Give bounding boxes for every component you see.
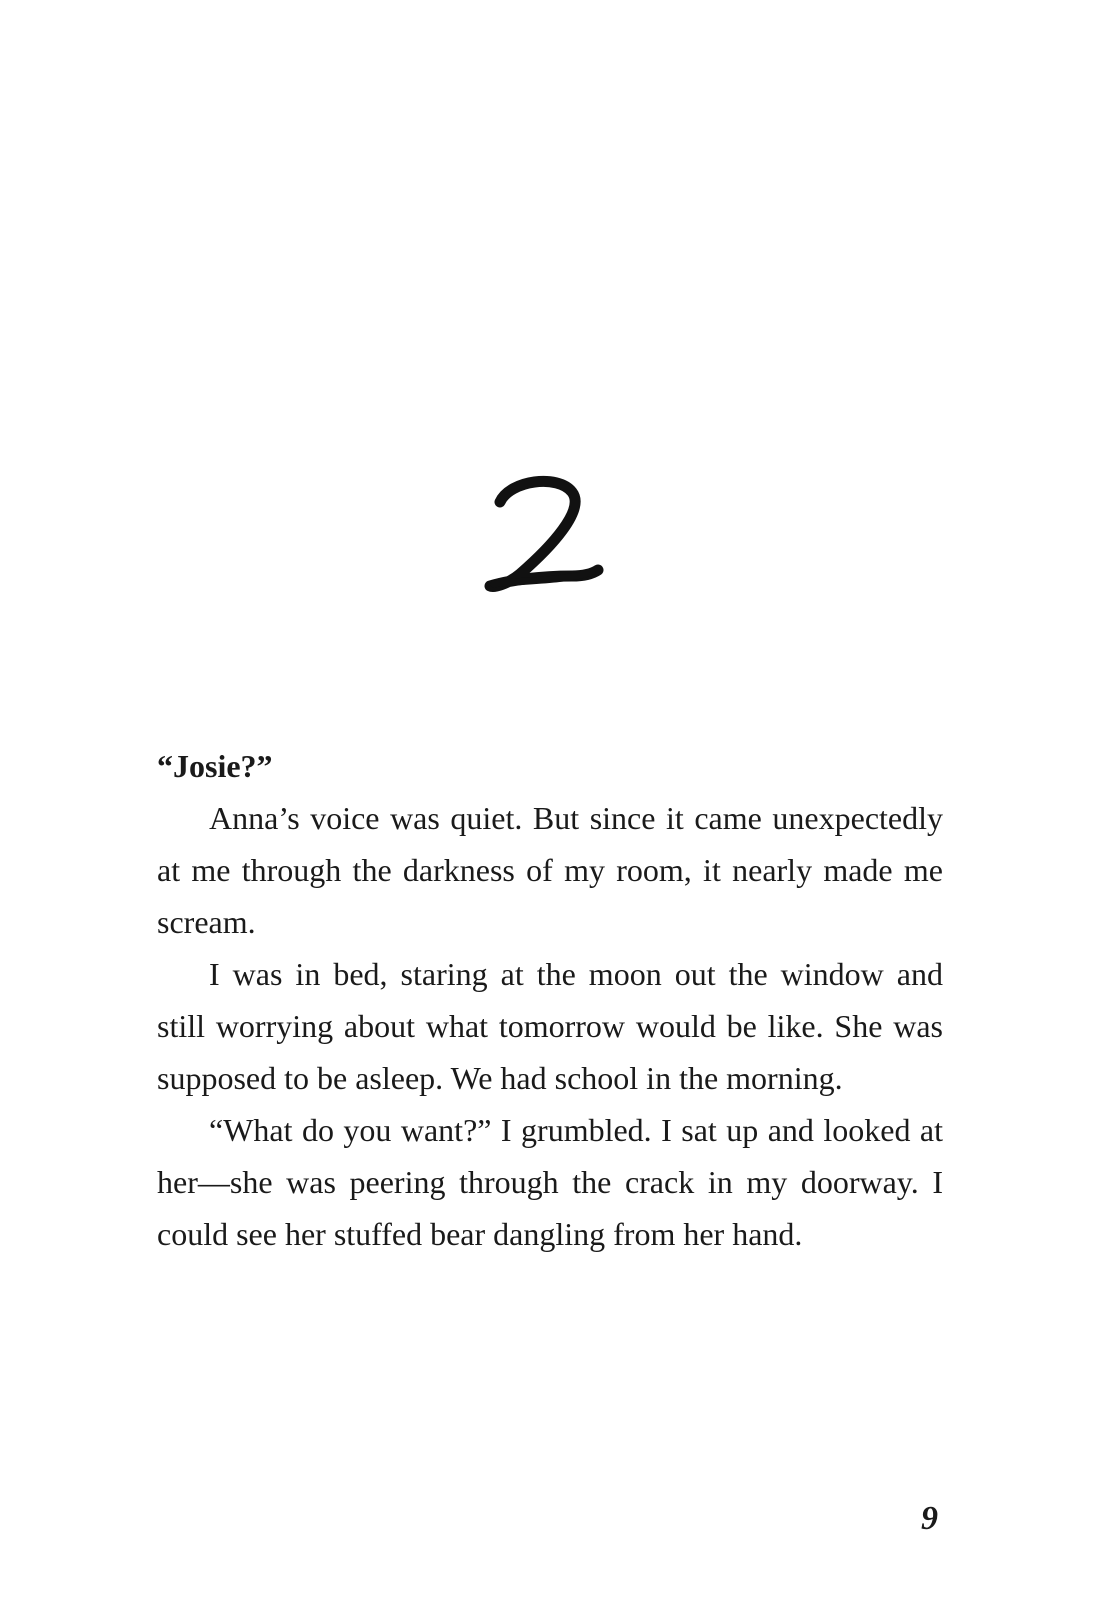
paragraph-opening-dialogue: “Josie?” [157, 748, 273, 784]
paragraph: Anna’s voice was quiet. But since it came unexpectedly at me through the darkness of my room, it nearly made me scream. [157, 800, 943, 940]
paragraph: “What do you want?” I grumbled. I sat up and looked at her—she was peering through the crack in my doorway. I could see her stuffed bear dangling from her hand. [157, 1112, 943, 1252]
page-number: 9 [921, 1500, 938, 1537]
paragraph: I was in bed, staring at the moon out the window and still worrying about what tomorrow would be like. She was supposed to be asleep. We had school in the morning. [157, 956, 943, 1096]
chapter-number-brush-glyph [480, 470, 610, 610]
chapter-number [480, 470, 610, 610]
chapter-body [157, 740, 943, 1260]
